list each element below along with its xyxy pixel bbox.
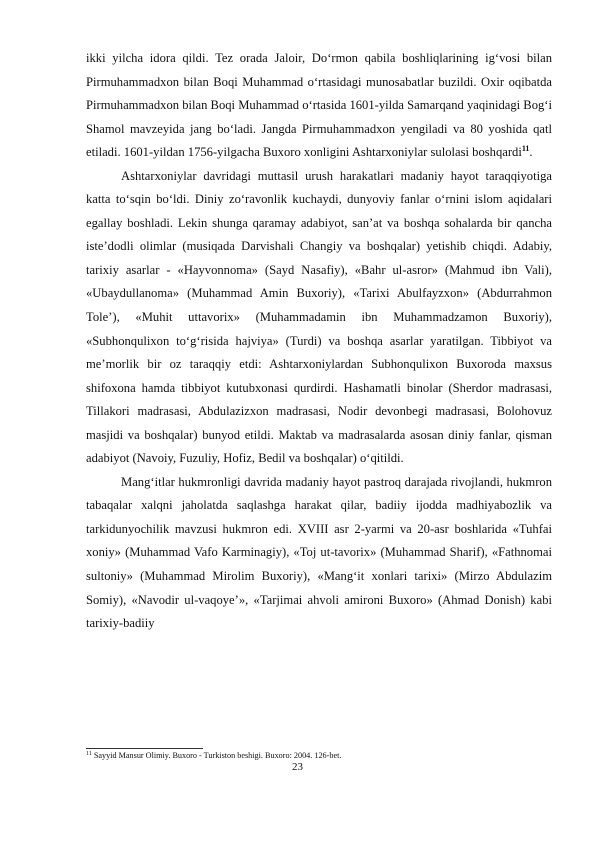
paragraph-3: Mang‘itlar hukmronligi davrida madaniy hayot pastroq darajada rivojlandi, hukmron tabaqalar xalqni jaholatda saqlashga harakat qilar, badiiy ijodda madhiyabozlik va tarkidunyochilik mavzusi hukmron edi. XVIII asr 2-yarmi va 20-asr boshlarida «Tuhfai xoniy» (Muhammad Vafo Karminagiy), «Toj ut-tavorix» (Muhammad Sharif), «Fathnomai sultoniy» (Muhammad Mirolim Buxoriy), «Mang‘it xonlari tarixi» (Mirzo Abdulazim Somiy), «Navodir ul-vaqoye’», «Tarjimai ahvoli amironi Buxoro» (Ahmad Donish) kabi tarixiy-badiiy (86, 474, 552, 631)
footnote-reference[interactable]: 11 (521, 144, 530, 154)
paragraph-1-tail: . (529, 145, 533, 160)
paragraph-2: Ashtarxoniylar davridagi muttasil urush harakatlari madaniy hayot taraqqiyotiga katta to‘sqin bo‘ldi. Diniy zo‘ravonlik kuchaydi, dunyoviy fanlar o‘rnini islom aqidalari egallay boshladi. Lekin shunga qaramay adabiyot, san’at va boshqa sohalarda bir qancha iste’dodli olimlar (musiqada Darvishali Changiy va boshqalar) yetishib chiqdi. Adabiy, tarixiy asarlar - «Hayvonnoma» (Sayd Nasafiy), «Bahr ul-asror» (Mahmud ibn Vali), «Ubaydullanoma» (Muhammad Amin Buxoriy), «Tarixi Abulfayzxon» (Abdurrahmon Tole’), «Muhit uttavorix» (Muhammadamin ibn Muhammadzamon Buxoriy), «Subhonqulixon to‘g‘risida hajviya» (Turdi) va boshqa asarlar yaratilgan. Tibbiyot va me’morlik bir oz taraqqiy etdi: Ashtarxoniylardan Subhonqulixon Buxoroda maxsus shifoxona hamda tibbiyot kutubxonasi qurdirdi. Hashamatli binolar (Sherdor madrasasi, Tillakori madrasasi, Abdulazizxon madrasasi, Nodir devonbegi madrasasi, Bolohovuz masjidi va boshqalar) bunyod etildi. Maktab va madrasalarda asosan diniy fanlar, qisman adabiyot (Navoiy, Fuzuliy, Hofiz, Bedil va boshqalar) o‘qitildi. (86, 168, 552, 466)
footnote (86, 750, 552, 761)
footnote-text: Sayyid Mansur Olimiy. Buxoro - Turkiston beshigi. Buxoro: 2004. 126-bet. (91, 751, 342, 760)
footnote-separator (86, 748, 203, 749)
paragraph-1 (86, 47, 552, 165)
footnote-number: 11 (86, 751, 92, 757)
page-body (86, 47, 552, 636)
paragraph-1-text: ikki yilcha idora qildi. Tez orada Jaloir, Do‘rmon qabila boshliqlarining ig‘vosi bilan Pirmuhammadxon bilan Boqi Muhammad o‘rtasidagi munosabatlar buzildi. Oxir oqibatda Pirmuhammadxon bilan Boqi Muhammad o‘rtasida 1601-yilda Samarqand yaqinidagi Bog‘i Shamol mavzeyida jang bo‘ladi. Jangda Pirmuhammadxon yengiladi va 80 yoshida qatl etiladi. 1601-yildan 1756-yilgacha Buxoro xonligini Ashtarxoniylar sulolasi boshqardi (86, 51, 552, 160)
page-number: 23 (292, 761, 303, 773)
